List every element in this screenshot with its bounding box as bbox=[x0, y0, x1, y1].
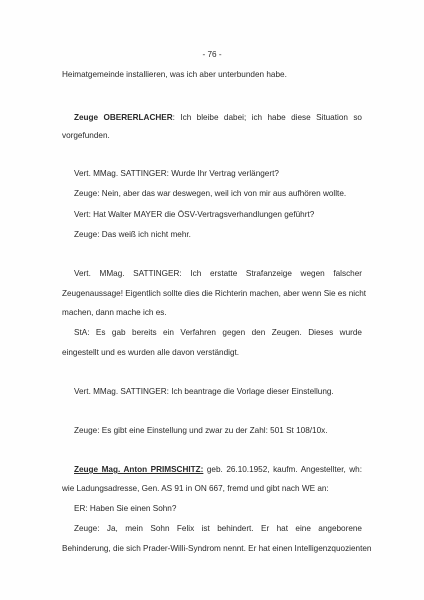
text-line: Vert. MMag. SATTINGER: Wurde Ihr Vertrag verlängert? bbox=[74, 169, 279, 178]
text-line: Vert. MMag. SATTINGER: Ich beantrage die Vorlage dieser Einstellung. bbox=[74, 387, 334, 396]
text-line: Behinderung, die sich Prader-Willi-Syndrom nennt. Er hat einen Intelligenzquozienten bbox=[62, 544, 372, 553]
speaker-name: Zeuge Mag. Anton PRIMSCHITZ: bbox=[74, 465, 204, 474]
text-span: : Ich bleibe dabei; ich habe diese Situation so bbox=[172, 113, 362, 122]
speaker-name: Zeuge OBERERLACHER bbox=[74, 113, 173, 122]
text-line bbox=[74, 113, 362, 123]
text-line: Zeuge: Es gibt eine Einstellung und zwar zu der Zahl: 501 St 108/10x. bbox=[74, 426, 328, 435]
text-line: Heimatgemeinde installieren, was ich aber unterbunden habe. bbox=[62, 70, 287, 79]
page-number: - 76 - bbox=[202, 50, 222, 59]
text-line: StA: Es gab bereits ein Verfahren gegen den Zeugen. Dieses wurde bbox=[74, 328, 362, 337]
text-line: vorgefunden. bbox=[62, 131, 110, 140]
text-line: wie Ladungsadresse, Gen. AS 91 in ON 667, fremd und gibt nach WE an: bbox=[62, 484, 329, 493]
text-line: machen, dann mache ich es. bbox=[62, 308, 167, 317]
text-line: Zeuge: Nein, aber das war deswegen, weil ich von mir aus aufhören wollte. bbox=[74, 189, 347, 198]
text-line: eingestellt und es wurden alle davon verständigt. bbox=[62, 348, 240, 357]
text-line: Zeuge: Ja, mein Sohn Felix ist behindert. Er hat eine angeborene bbox=[74, 524, 362, 533]
text-span: geb. 26.10.1952, kaufm. Angestellter, wh: bbox=[203, 465, 362, 474]
text-line: Vert: Hat Walter MAYER die ÖSV-Vertragsverhandlungen geführt? bbox=[74, 210, 315, 219]
text-line: Zeuge: Das weiß ich nicht mehr. bbox=[74, 230, 191, 239]
text-line: Zeugenaussage! Eigentlich sollte dies die Richterin machen, aber wenn Sie es nicht bbox=[62, 289, 367, 298]
text-line: Vert. MMag. SATTINGER: Ich erstatte Strafanzeige wegen falscher bbox=[74, 269, 362, 278]
text-line: ER: Haben Sie einen Sohn? bbox=[74, 504, 177, 513]
text-line bbox=[74, 465, 362, 475]
